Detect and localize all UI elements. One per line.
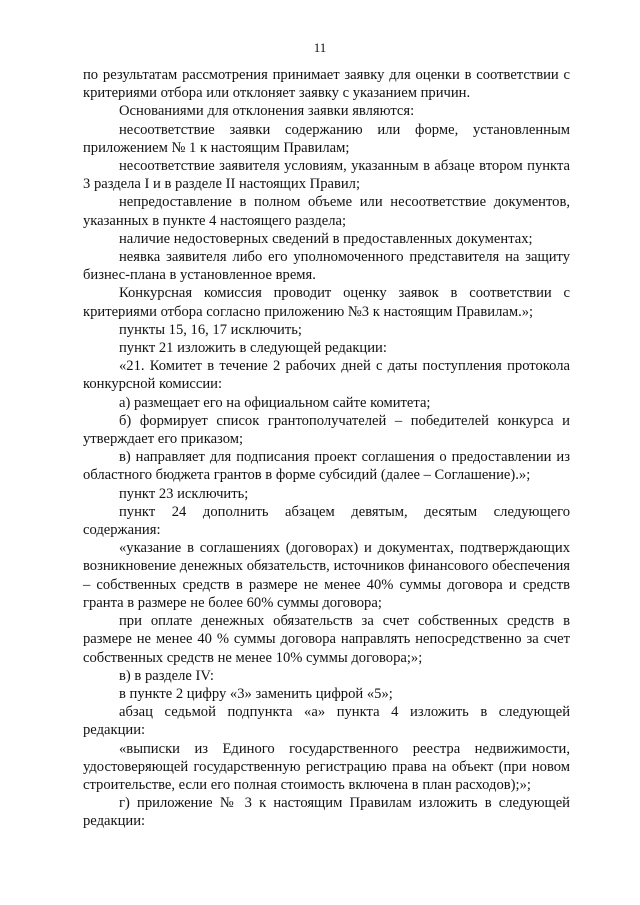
paragraph: Основаниями для отклонения заявки являются:: [119, 103, 415, 120]
paragraph: «указание в соглашениях (договорах) и документах, подтверждающих возникновение денежных обязательств, источников финансового обеспечения – собственных средств в размере не менее 40% суммы договора и средств гранта в размере не более 60% суммы договора;: [83, 540, 570, 611]
paragraph: в) в разделе IV:: [119, 667, 214, 684]
paragraph: пункт 21 изложить в следующей редакции:: [119, 340, 387, 357]
paragraph: при оплате денежных обязательств за счет собственных средств в размере не менее 40 % суммы договора направлять непосредственно за счет собственных средств не менее 10% суммы договора;»;: [83, 613, 570, 666]
paragraph: неявка заявителя либо его уполномоченного представителя на защиту бизнес-плана в установленное время.: [83, 249, 570, 284]
page-number: 11: [313, 40, 327, 55]
paragraph: пункт 23 исключить;: [119, 485, 249, 502]
paragraph: «выписки из Единого государственного реестра недвижимости, удостоверяющей государственную регистрацию права на объект (при новом строительстве, если его полная стоимость включена в план расходов);»;: [83, 740, 570, 793]
paragraph: в пункте 2 цифру «3» заменить цифрой «5»;: [119, 685, 393, 702]
paragraph: наличие недостоверных сведений в предоставленных документах;: [119, 230, 533, 247]
paragraph: б) формирует список грантополучателей – победителей конкурса и утверждает его приказом;: [83, 412, 570, 448]
paragraph: в) направляет для подписания проект соглашения о предоставлении из областного бюджета грантов в форме субсидий (далее – Соглашение).»;: [83, 449, 570, 484]
paragraph: пункт 24 дополнить абзацем девятым, десятым следующего содержания:: [83, 503, 570, 539]
paragraph: «21. Комитет в течение 2 рабочих дней с даты поступления протокола конкурсной комиссии:: [83, 358, 570, 393]
paragraph: несоответствие заявки содержанию или форме, установленным приложением № 1 к настоящим Правилам;: [83, 121, 570, 156]
paragraph: пункты 15, 16, 17 исключить;: [119, 321, 302, 338]
document-body: [83, 66, 570, 831]
paragraph: а) размещает его на официальном сайте комитета;: [119, 394, 431, 411]
paragraph: г) приложение № 3 к настоящим Правилам изложить в следующей редакции:: [83, 795, 570, 830]
paragraph: Конкурсная комиссия проводит оценку заявок в соответствии с критериями отбора согласно приложению №3 к настоящим Правилам.»;: [83, 285, 570, 320]
paragraph: непредоставление в полном объеме или несоответствие документов, указанных в пункте 4 настоящего раздела;: [83, 194, 570, 229]
paragraph: абзац седьмой подпункта «а» пункта 4 изложить в следующей редакции:: [83, 704, 570, 739]
paragraph: несоответствие заявителя условиям, указанным в абзаце втором пункта 3 раздела I и в разделе II настоящих Правил;: [83, 158, 570, 193]
paragraph: по результатам рассмотрения принимает заявку для оценки в соответствии с критериями отбора или отклоняет заявку с указанием причин.: [83, 67, 570, 102]
